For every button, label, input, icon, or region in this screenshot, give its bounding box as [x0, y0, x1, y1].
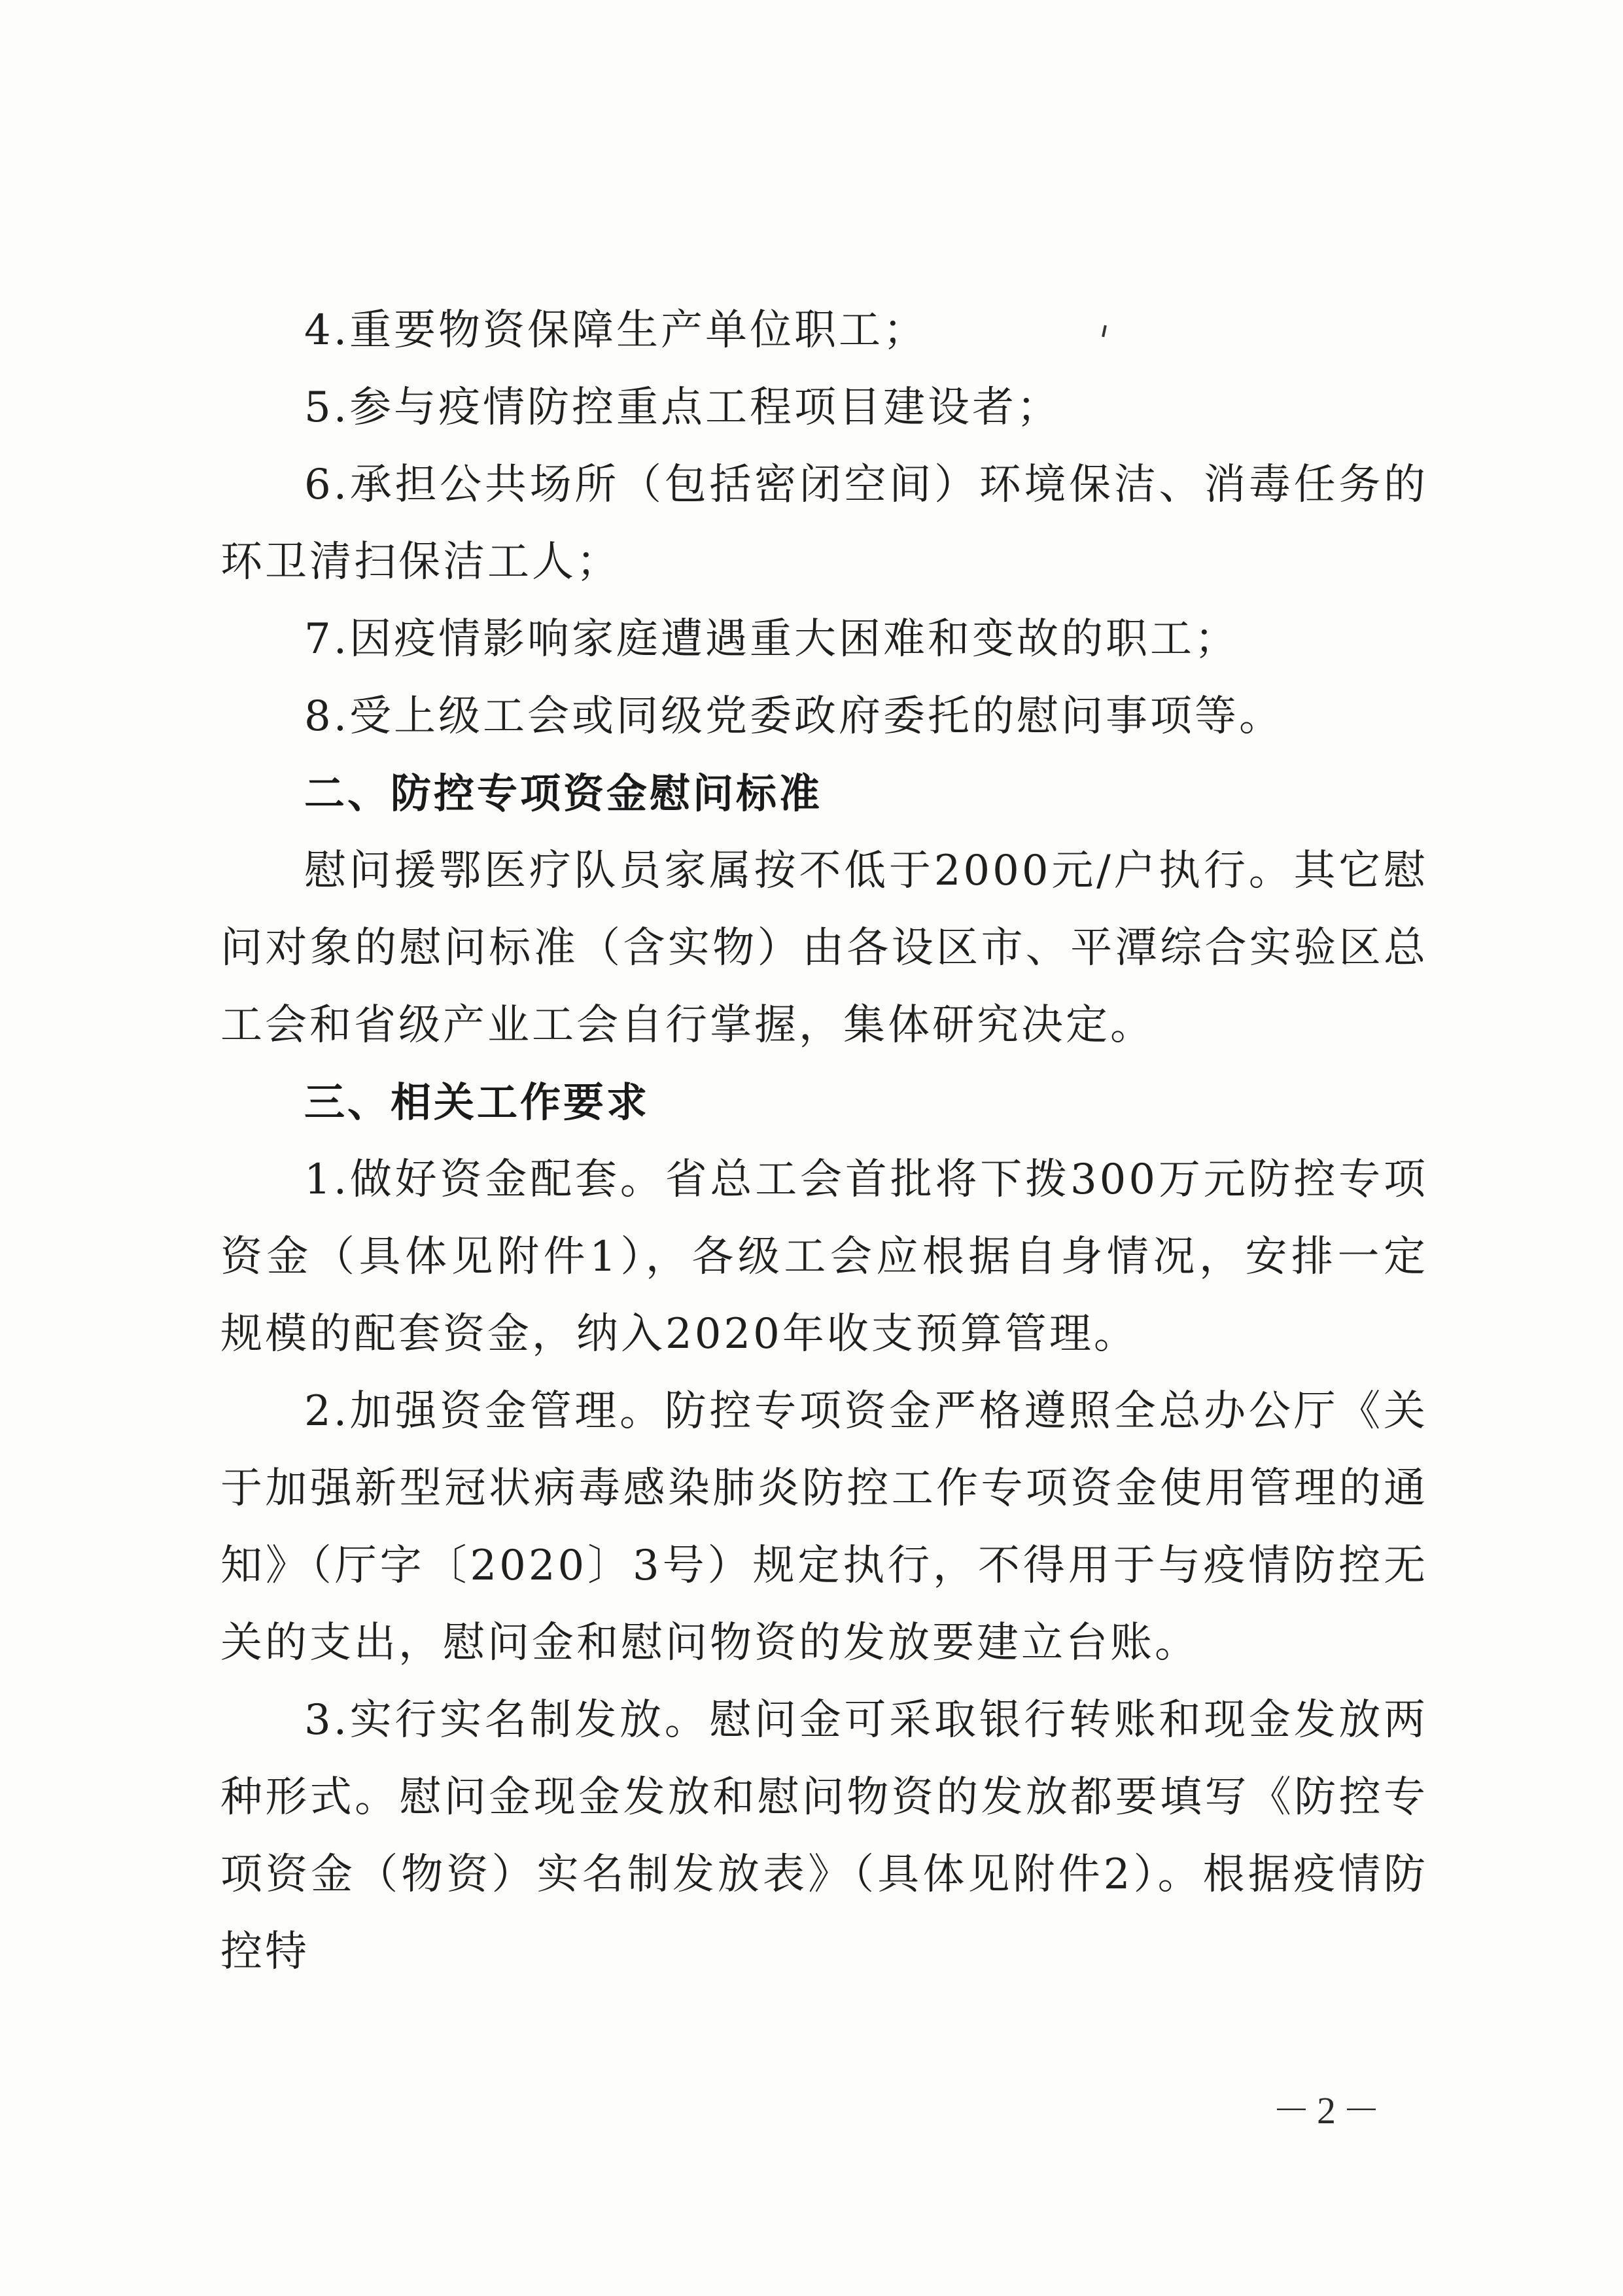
body-paragraph: 3.实行实名制发放。慰问金可采取银行转账和现金发放两种形式。慰问金现金发放和慰问物资的发放都要填写《防控专项资金（物资）实名制发放表》（具体见附件2）。根据疫情防控特 — [220, 1696, 1428, 1976]
list-item: 8.受上级工会或同级党委政府委托的慰问事项等。 — [304, 692, 1284, 741]
body-paragraph: 慰问援鄂医疗队员家属按不低于2000元/户执行。其它慰问对象的慰问标准（含实物）由各设区市、平潭综合实验区总工会和省级产业工会自行掌握，集体研究决定。 — [220, 847, 1428, 1050]
page-number: －2－ — [1272, 2089, 1387, 2132]
body-paragraph: 1.做好资金配套。省总工会首批将下拨300万元防控专项资金（具体见附件1），各级工会应根据自身情况，安排一定规模的配套资金，纳入2020年收支预算管理。 — [220, 1156, 1428, 1358]
section-heading: 三、相关工作要求 — [304, 1078, 650, 1126]
list-item: 4.重要物资保障生产单位职工； — [304, 306, 928, 355]
list-item: 7.因疫情影响家庭遭遇重大困难和变故的职工； — [304, 615, 1240, 663]
document-body — [220, 292, 1428, 1990]
list-item: 5.参与疫情防控重点工程项目建设者； — [304, 383, 1062, 432]
section-heading: 二、防控专项资金慰问标准 — [304, 769, 823, 817]
list-item: 6.承担公共场所（包括密闭空间）环境保洁、消毒任务的环卫清扫保洁工人； — [220, 461, 1428, 586]
body-paragraph: 2.加强资金管理。防控专项资金严格遵照全总办公厅《关于加强新型冠状病毒感染肺炎防控工作专项资金使用管理的通知》（厅字〔2020〕3号）规定执行，不得用于与疫情防控无关的支出，慰问金和慰问物资的发放要建立台账。 — [220, 1387, 1428, 1667]
